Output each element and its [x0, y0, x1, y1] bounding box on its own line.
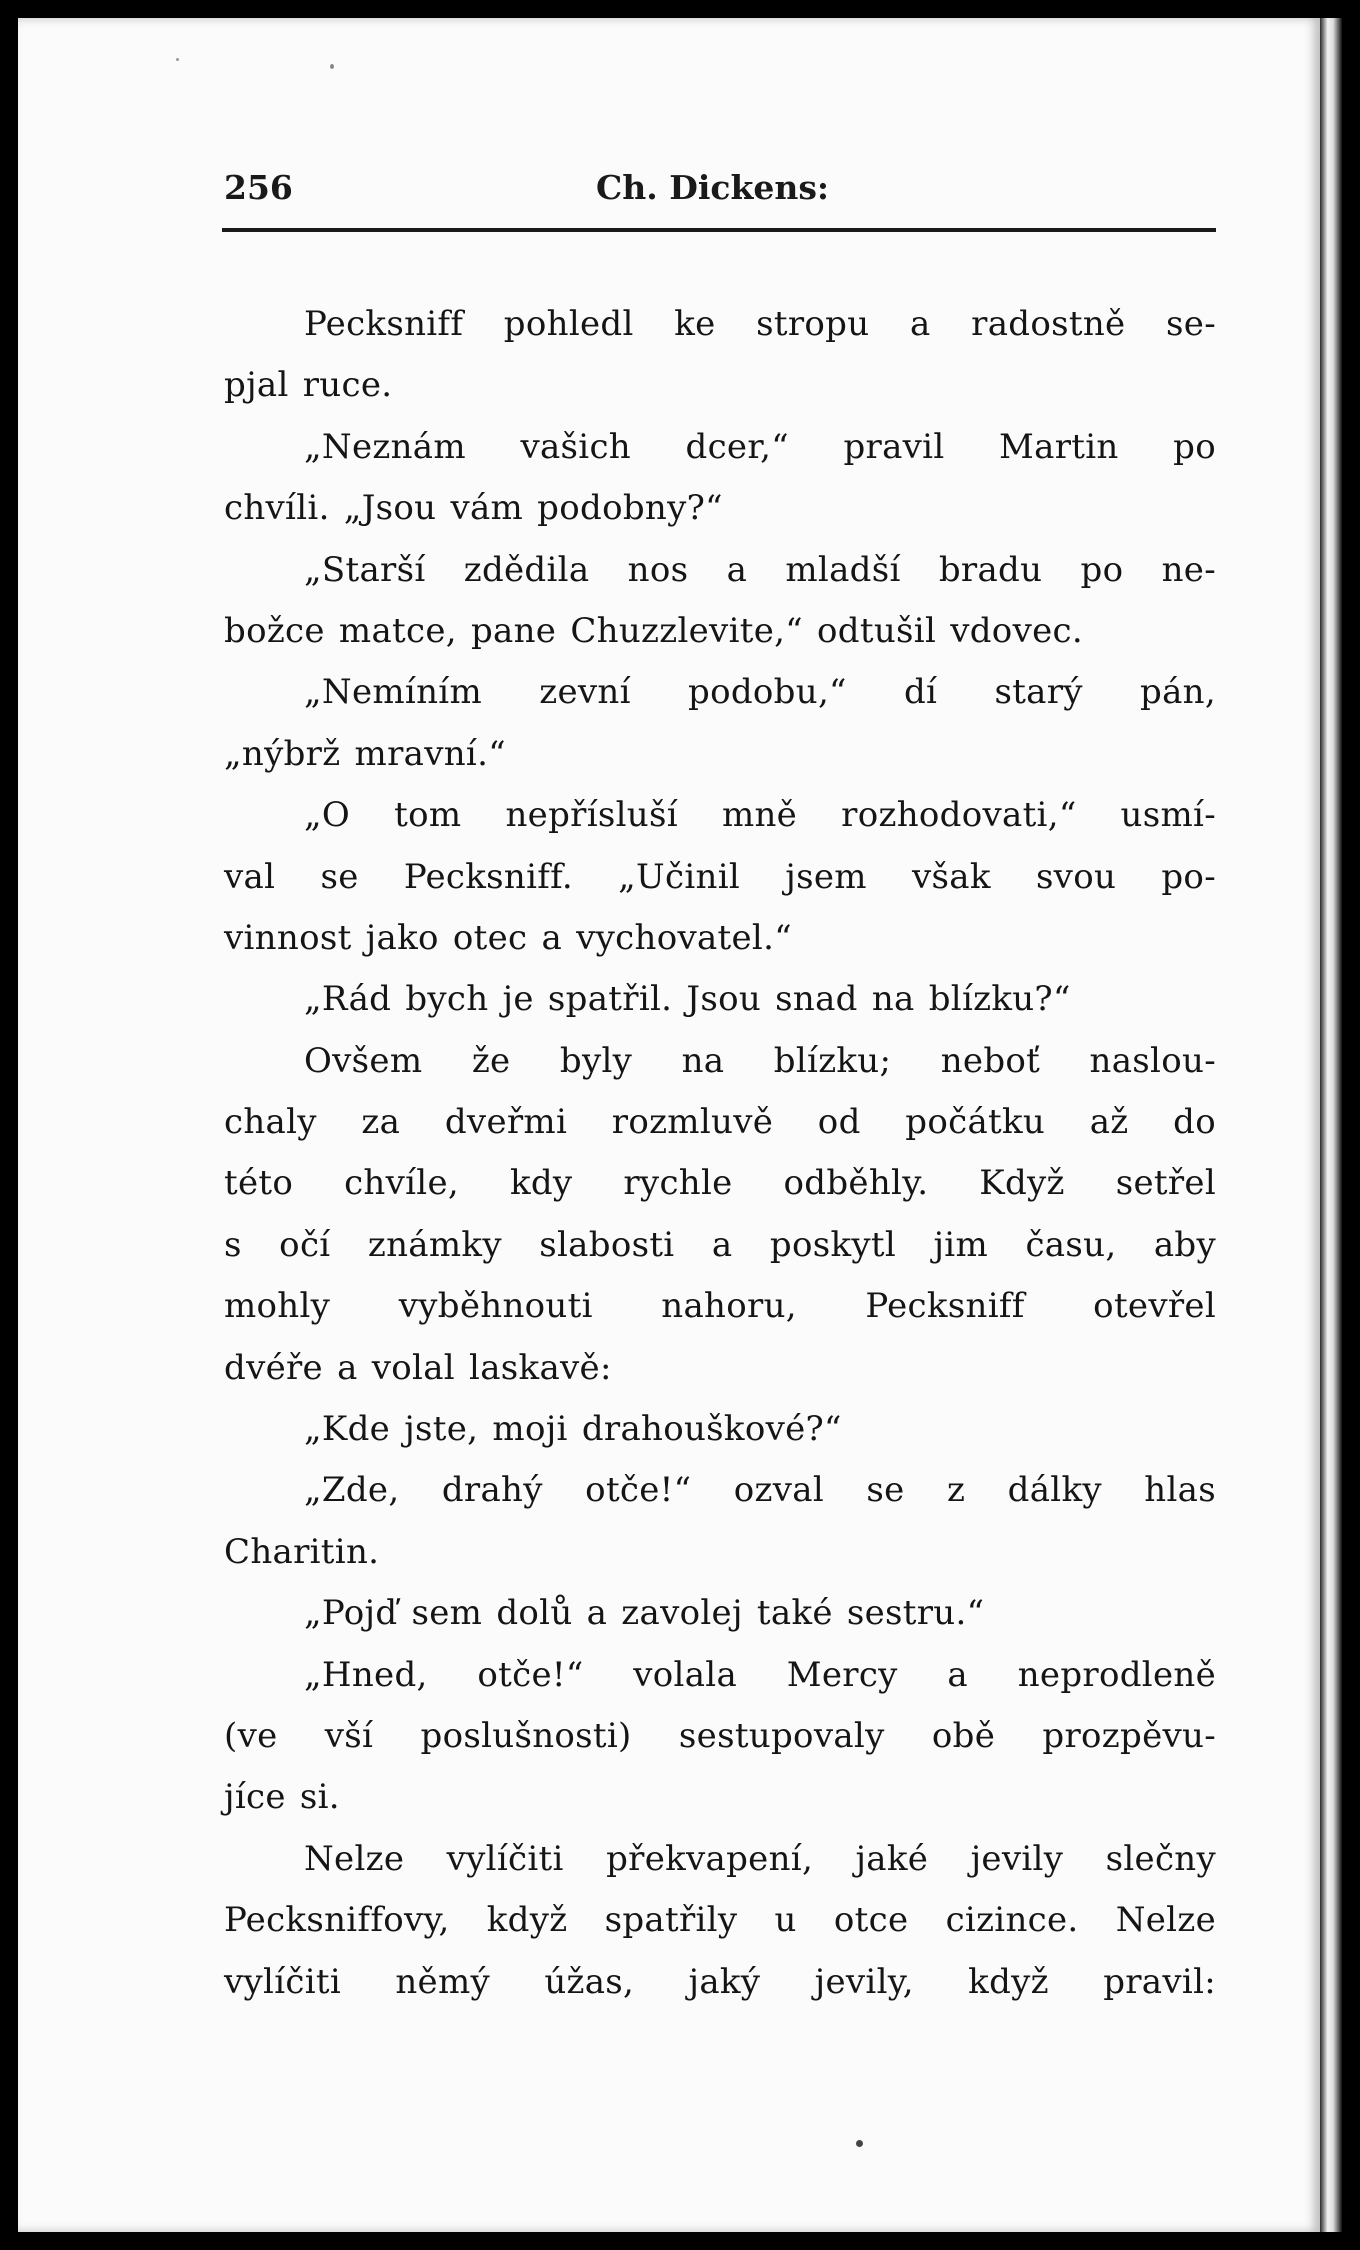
ink-speck	[176, 58, 179, 61]
text-line: Charitin.	[224, 1531, 380, 1572]
text-line: „Neznám vašich dcer,“ pravil Martin po	[304, 426, 1216, 467]
body-text	[224, 294, 1216, 2013]
text-line: „O tom nepřísluší mně rozhodovati,“ usmí-	[304, 795, 1216, 836]
text-line: „Starší zdědila nos a mladší bradu po ne-	[304, 549, 1216, 590]
text-line: „Rád bych je spatřil. Jsou snad na blízku?“	[304, 979, 1071, 1020]
text-line: „Zde, drahý otče!“ ozval se z dálky hlas	[304, 1470, 1216, 1511]
header-rule	[222, 228, 1216, 232]
text-line: vylíčiti němý úžas, jaký jevily, když pravil:	[224, 1961, 1216, 2002]
text-line: pjal ruce.	[224, 365, 393, 406]
text-line: chaly za dveřmi rozmluvě od počátku až do	[224, 1102, 1216, 1143]
text-line: val se Pecksniff. „Učinil jsem však svou po-	[224, 856, 1216, 897]
text-line: božce matce, pane Chuzzlevite,“ odtušil vdovec.	[224, 610, 1083, 651]
text-line: jíce si.	[224, 1777, 340, 1818]
text-line: Pecksniffovy, když spatřily u otce cizince. Nelze	[224, 1900, 1216, 1941]
text-line: Pecksniff pohledl ke stropu a radostně se-	[304, 304, 1216, 344]
text-line: „Kde jste, moji drahouškové?“	[304, 1409, 842, 1450]
text-line: vinnost jako otec a vychovatel.“	[224, 917, 792, 958]
text-line: Nelze vylíčiti překvapení, jaké jevily slečny	[304, 1838, 1216, 1879]
page-edge	[1320, 18, 1342, 2232]
page-header	[208, 168, 1214, 220]
text-line: mohly vyběhnouti nahoru, Pecksniff otevřel	[224, 1286, 1216, 1327]
text-line: této chvíle, kdy rychle odběhly. Když setřel	[224, 1163, 1216, 1204]
text-line: Ovšem že byly na blízku; neboť naslou-	[304, 1040, 1216, 1081]
text-line: „Hned, otče!“ volala Mercy a neprodleně	[304, 1654, 1216, 1695]
text-line: dvéře a volal laskavě:	[224, 1347, 612, 1388]
text-line: „Pojď sem dolů a zavolej také sestru.“	[304, 1593, 985, 1634]
text-line: chvíli. „Jsou vám podobny?“	[224, 488, 723, 529]
ink-speck	[856, 2140, 863, 2147]
running-head: Ch. Dickens:	[596, 168, 830, 207]
text-line: „Nemíním zevní podobu,“ dí starý pán,	[304, 672, 1216, 713]
text-line: (ve vší poslušnosti) sestupovaly obě prozpěvu-	[224, 1715, 1216, 1756]
page-number: 256	[224, 168, 293, 207]
ink-speck	[330, 64, 334, 69]
text-line: s očí známky slabosti a poskytl jim času, aby	[224, 1224, 1216, 1265]
text-line: „nýbrž mravní.“	[224, 733, 506, 774]
